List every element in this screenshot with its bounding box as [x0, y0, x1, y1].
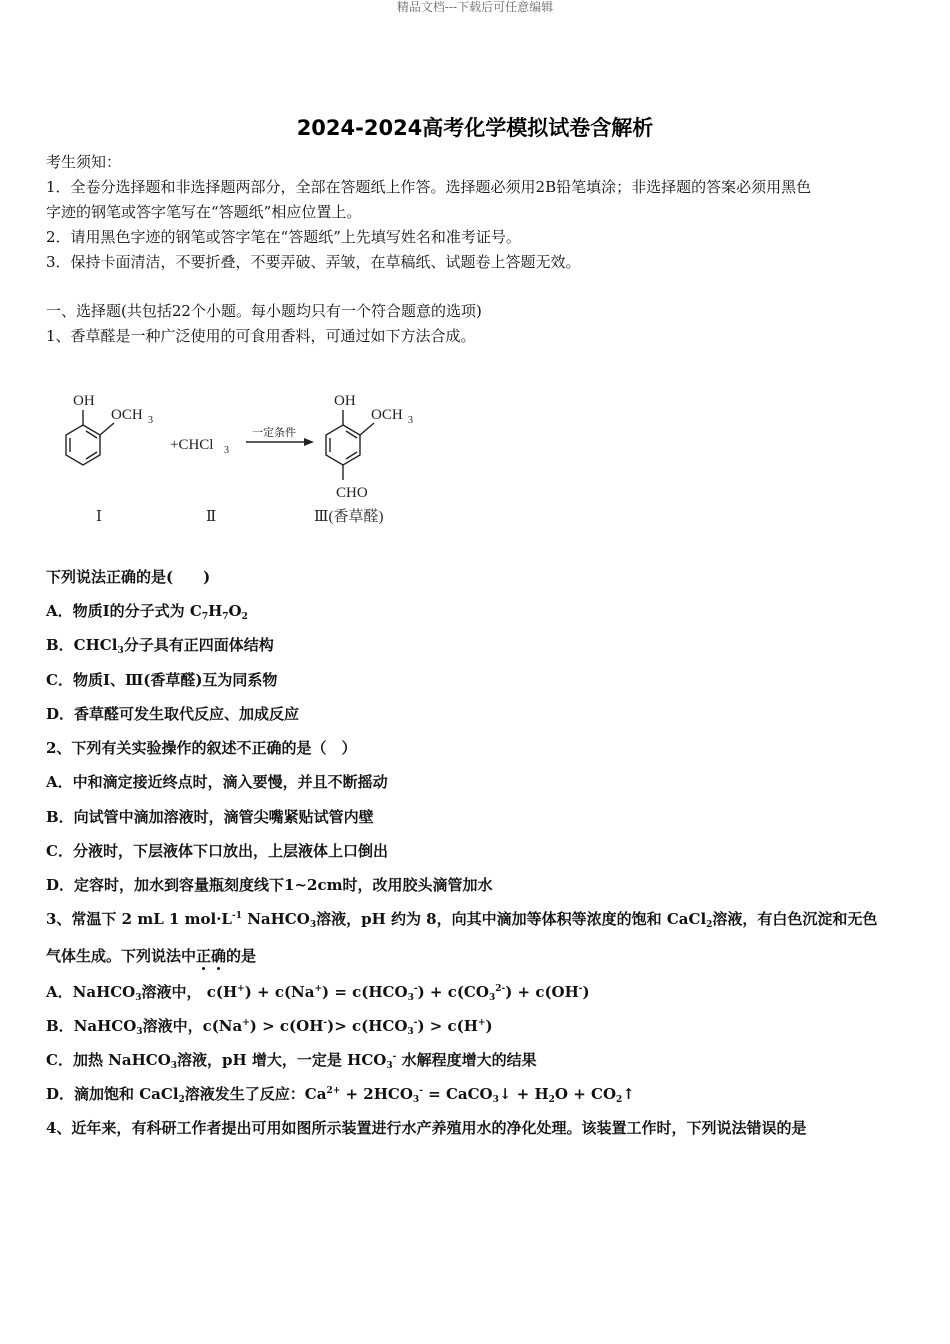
emphasis-char: 确: [211, 947, 227, 965]
molecule-3-structure: [326, 410, 374, 480]
molecule-1-structure: [66, 410, 114, 465]
q3-option-a: A．NaHCO$_3$溶液中， $c(H^+) + c(Na^+) = c(HCO_3^-) + c(CO_3^{2-}) + c(OH^-)$: [46, 983, 590, 1003]
q1-option-c: C．物质Ⅰ、Ⅲ(香草醛)互为同系物: [46, 671, 278, 689]
q2-option-b: B．向试管中滴加溶液时，滴管尖嘴紧贴试管内壁: [46, 808, 374, 826]
section-heading: 一、选择题(共包括22个小题。每小题均只有一个符合题意的选项): [46, 302, 482, 320]
q1-stem: 1、香草醛是一种广泛使用的可食用香料，可通过如下方法合成。: [46, 327, 476, 345]
reagent-sub3: 3: [224, 445, 229, 456]
notice-item-1-line-2: 字迹的钢笔或答字笔写在“答题纸”相应位置上。: [46, 203, 362, 221]
q2-stem: 2、下列有关实验操作的叙述不正确的是（ ）: [46, 739, 357, 757]
q1-option-a: A．物质Ⅰ的分子式为 $C_7H_7O_2$: [46, 602, 248, 622]
molecule-3-oh: OH: [334, 393, 356, 409]
q3-stem-line-2: 气体生成。下列说法中正确的是: [46, 947, 257, 965]
label-molecule-2: Ⅱ: [206, 509, 217, 525]
molecule-3-och: OCH: [371, 407, 403, 423]
notice-item-2: 2．请用黑色字迹的钢笔或答字笔在“答题纸”上先填写姓名和准考证号。: [46, 228, 521, 246]
molecule-1-sub3: 3: [148, 415, 153, 426]
q1-option-b: B．CHCl$_3$分子具有正四面体结构: [46, 636, 274, 656]
q3-option-d: D．滴加饱和 CaCl$_2$溶液发生了反应：$Ca^{2+} + 2HCO_3^-$ = CaCO$_3$↓ + $H_2O$ + $CO_2↑$: [46, 1085, 635, 1105]
molecule-1-och: OCH: [111, 407, 143, 423]
vanillin-synthesis-scheme: [56, 385, 436, 530]
q3-option-c: C．加热 NaHCO$_3$溶液，pH 增大，一定是 $HCO_3^-$ 水解程度增大的结果: [46, 1051, 537, 1071]
q2-option-d: D．定容时，加水到容量瓶刻度线下1~2cm时，改用胶头滴管加水: [46, 876, 493, 894]
notice-item-1-line-1: 1．全卷分选择题和非选择题两部分，全部在答题纸上作答。选择题必须用2B铅笔填涂；非选择题的答案必须用黑色: [46, 178, 812, 196]
molecule-3-sub3: 3: [408, 415, 413, 426]
reaction-arrow: [246, 438, 314, 446]
molecule-1-oh: OH: [73, 393, 95, 409]
q2-option-c: C．分液时，下层液体下口放出，上层液体上口倒出: [46, 842, 388, 860]
q1-option-d: D．香草醛可发生取代反应、加成反应: [46, 705, 300, 723]
molecule-3-cho: CHO: [336, 485, 368, 501]
notice-heading: 考生须知：: [46, 153, 122, 171]
q1-ask: 下列说法正确的是( ): [46, 568, 211, 586]
header-note: 精品文档---下载后可任意编辑: [396, 0, 554, 14]
reaction-condition: 一定条件: [252, 427, 296, 439]
page-title: 2024-2024高考化学模拟试卷含解析: [296, 116, 654, 140]
q3-stem-line-1: 3、常温下 2 mL 1 $mol\cdot L^{-1}$ NaHCO$_3$溶液，pH 约为 8，向其中滴加等体积等浓度的饱和 CaCl$_2$溶液，有白色沉淀和无色: [46, 910, 878, 930]
notice-item-3: 3．保持卡面清洁，不要折叠，不要弄破、弄皱，在草稿纸、试题卷上答题无效。: [46, 253, 581, 271]
emphasis-char: 正: [196, 947, 212, 965]
q4-stem: 4、近年来，有科研工作者提出可用如图所示装置进行水产养殖用水的净化处理。该装置工作时，下列说法错误的是: [46, 1119, 807, 1137]
reagent-chcl: +CHCl: [170, 437, 214, 453]
q3-option-b: B．NaHCO$_3$溶液中，$c(Na^+) > c(OH^-)> c(HCO_3^-) > c(H^+)$: [46, 1017, 493, 1037]
label-molecule-1: Ⅰ: [96, 509, 102, 525]
q2-option-a: A．中和滴定接近终点时，滴入要慢，并且不断摇动: [46, 773, 388, 791]
label-molecule-3: Ⅲ(香草醛): [314, 509, 384, 525]
